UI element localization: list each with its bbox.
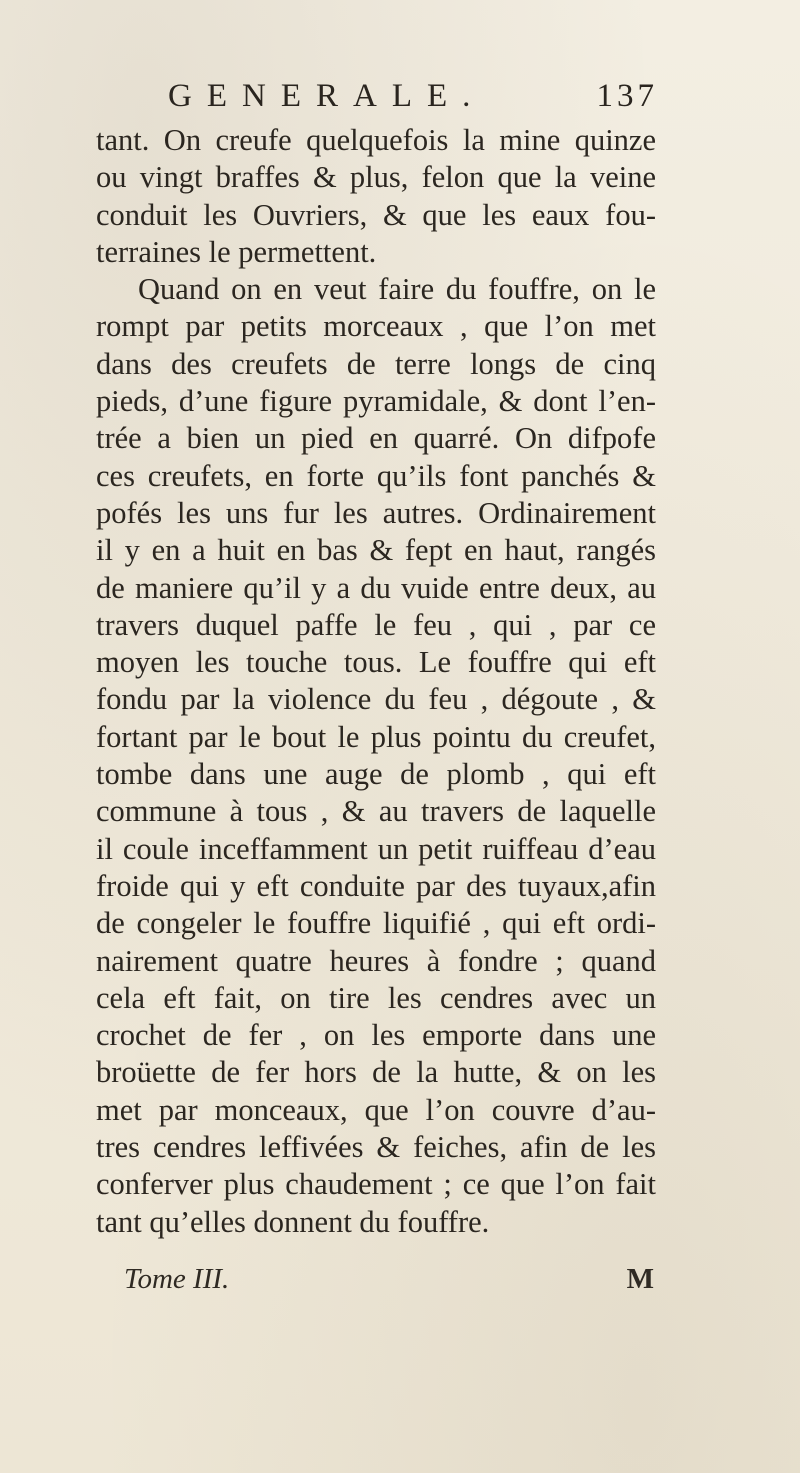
page-footer bbox=[124, 1263, 654, 1303]
text-line: broüette de fer hors de la hutte, & on les bbox=[96, 1055, 656, 1090]
text-line: de maniere qu’il y a du vuide entre deux, au bbox=[96, 570, 656, 605]
text-line: pofés les uns fur les autres. Ordinairement bbox=[96, 495, 656, 530]
page-number: 137 bbox=[596, 78, 658, 114]
running-head bbox=[168, 78, 658, 122]
text-line: tres cendres leffivées & feiches, afin de les bbox=[96, 1130, 656, 1165]
text-line: tant. On creufe quelquefois la mine quinze bbox=[96, 123, 656, 157]
signature-mark: M bbox=[626, 1263, 654, 1295]
body-text bbox=[96, 122, 656, 1241]
text-line: pieds, d’une figure pyramidale, & dont l’en- bbox=[96, 384, 656, 419]
text-line: trée a bien un pied en quarré. On difpofe bbox=[96, 421, 656, 456]
text-line: il y en a huit en bas & fept en haut, rangés bbox=[96, 533, 656, 568]
text-line: nairement quatre heures à fondre ; quand bbox=[96, 943, 656, 978]
text-line: dans des creufets de terre longs de cinq bbox=[96, 346, 656, 381]
text-line: fondu par la violence du feu , dégoute , & bbox=[96, 682, 656, 717]
text-line: conduit les Ouvriers, & que les eaux fou- bbox=[96, 197, 656, 232]
text-line: tant qu’elles donnent du fouffre. bbox=[96, 1204, 490, 1239]
text-line: de congeler le fouffre liquifié , qui eft ordi- bbox=[96, 906, 656, 941]
text-line: froide qui y eft conduite par des tuyaux,afin bbox=[96, 868, 656, 903]
text-line: Quand on en veut faire du fouffre, on le bbox=[138, 272, 656, 307]
text-line: fortant par le bout le plus pointu du creufet, bbox=[96, 719, 656, 754]
volume-label: Tome III. bbox=[124, 1263, 230, 1295]
text-line: ou vingt braffes & plus, felon que la veine bbox=[96, 160, 656, 195]
running-title: GENERALE. bbox=[168, 78, 486, 114]
text-line: rompt par petits morceaux , que l’on met bbox=[96, 309, 656, 344]
text-line: travers duquel paffe le feu , qui , par ce bbox=[96, 607, 656, 642]
text-line: commune à tous , & au travers de laquelle bbox=[96, 794, 656, 829]
text-line: met par monceaux, que l’on couvre d’au- bbox=[96, 1092, 656, 1127]
text-line: il coule inceffamment un petit ruiffeau d’eau bbox=[96, 831, 656, 866]
text-line: ces creufets, en forte qu’ils font panchés & bbox=[96, 458, 656, 493]
text-line: crochet de fer , on les emporte dans une bbox=[96, 1018, 656, 1053]
text-line: moyen les touche tous. Le fouffre qui eft bbox=[96, 645, 656, 680]
text-line: conferver plus chaudement ; ce que l’on fait bbox=[96, 1167, 656, 1202]
text-line: cela eft fait, on tire les cendres avec un bbox=[96, 980, 656, 1015]
text-line: terraines le permettent. bbox=[96, 234, 377, 269]
text-line: tombe dans une auge de plomb , qui eft bbox=[96, 757, 656, 792]
